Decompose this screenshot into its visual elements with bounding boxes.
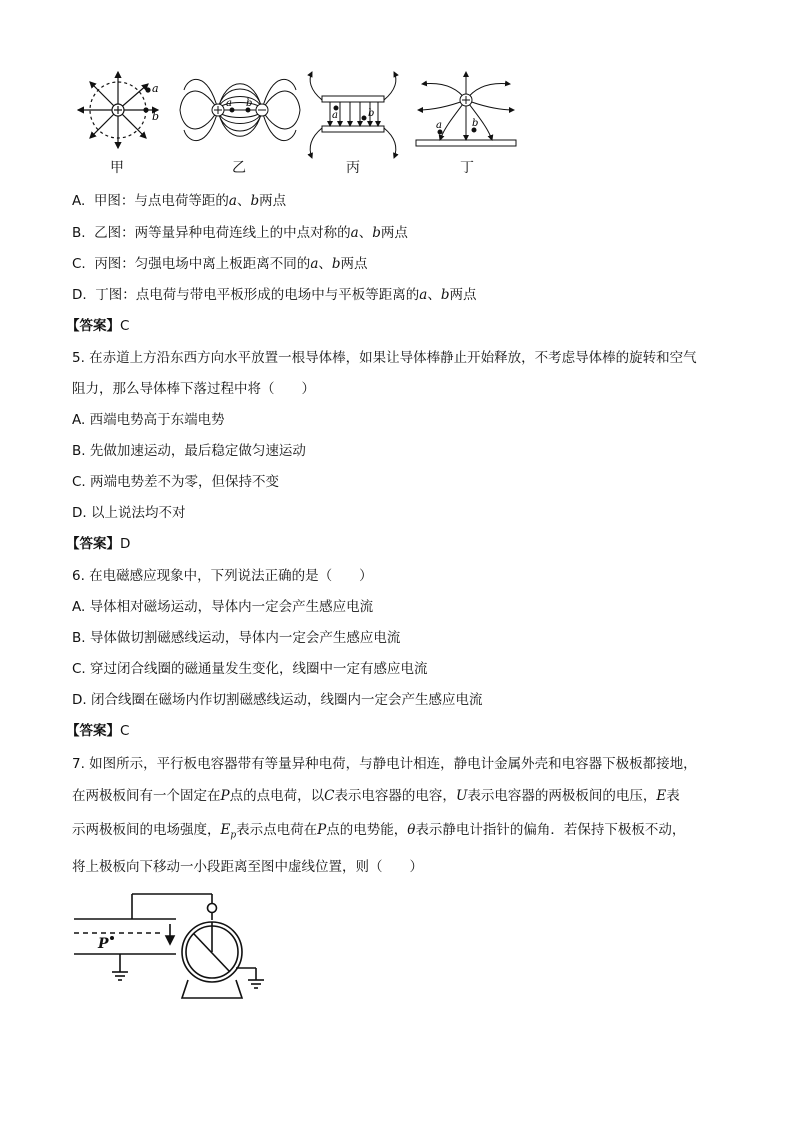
fig-caption-bing: 丙 — [346, 160, 360, 176]
q4-option-c: C. 丙图：匀强电场中离上板距离不同的a、b两点 — [72, 256, 368, 272]
q6-option-d: D. 闭合线圈在磁场内作切割磁感线运动，线圈内一定会产生感应电流 — [72, 692, 483, 708]
fig-ding-b-label: b — [472, 118, 479, 129]
q4-option-d: D. 丁图：点电荷与带电平板形成的电场中与平板等距离的a、b两点 — [72, 287, 477, 303]
q6-option-c: C. 穿过闭合线圈的磁通量发生变化，线圈中一定有感应电流 — [72, 661, 428, 677]
figure-jia — [78, 72, 158, 148]
point-p-label: P — [98, 936, 109, 952]
q6-stem: 6. 在电磁感应现象中，下列说法正确的是（ ） — [72, 568, 373, 584]
q5-option-d: D. 以上说法均不对 — [72, 505, 186, 521]
q5-stem-line2: 阻力，那么导体棒下落过程中将（ ） — [72, 381, 315, 397]
fig-bing-a-label: a — [332, 110, 338, 121]
field-lines-figures — [60, 70, 530, 180]
fig-yi-a-label: a — [226, 98, 232, 109]
q4-option-a: A. 甲图：与点电荷等距的a、b两点 — [72, 193, 287, 209]
capacitor-electrometer-figure — [70, 888, 270, 1003]
q7-stem-line1: 7. 如图所示，平行板电容器带有等量异种电荷，与静电计相连，静电计金属外壳和电容器下极板都接地， — [72, 756, 697, 772]
q7-stem-line4: 将上极板向下移动一小段距离至图中虚线位置，则（ ） — [72, 859, 423, 875]
q6-option-a: A. 导体相对磁场运动，导体内一定会产生感应电流 — [72, 599, 374, 615]
fig-jia-a-label: a — [152, 82, 159, 95]
q4-option-b: B. 乙图：两等量异种电荷连线上的中点对称的a、b两点 — [72, 225, 408, 241]
q5-option-c: C. 两端电势差不为零，但保持不变 — [72, 474, 280, 490]
fig-yi-b-label: b — [246, 98, 253, 109]
q4-answer: 【答案】C — [66, 318, 130, 334]
q6-answer: 【答案】C — [66, 723, 130, 739]
q5-option-b: B. 先做加速运动，最后稳定做匀速运动 — [72, 443, 306, 459]
q5-stem-line1: 5. 在赤道上方沿东西方向水平放置一根导体棒，如果让导体棒静止开始释放，不考虑导体棒的旋转和空气 — [72, 350, 697, 366]
fig-bing-b-label: b — [368, 108, 375, 119]
figure-bing — [310, 72, 396, 158]
figure-ding — [416, 72, 516, 146]
figure-yi — [180, 79, 300, 140]
q6-option-b: B. 导体做切割磁感线运动，导体内一定会产生感应电流 — [72, 630, 401, 646]
q5-option-a: A. 西端电势高于东端电势 — [72, 412, 225, 428]
q7-stem-line3: 示两极板间的电场强度，$E_p$表示点电荷在P点的电势能，θ表示静电计指针的偏角．若保持下极板不动， — [72, 822, 686, 841]
fig-ding-a-label: a — [436, 120, 442, 131]
q5-answer: 【答案】D — [66, 536, 131, 552]
fig-caption-ding: 丁 — [460, 160, 474, 176]
fig-jia-b-label: b — [152, 110, 160, 123]
q7-stem-line2: 在两极板间有一个固定在P点的点电荷，以C表示电容器的电容，U表示电容器的两极板间的电压，E表 — [72, 788, 680, 804]
fig-caption-jia: 甲 — [110, 160, 124, 176]
fig-caption-yi: 乙 — [232, 160, 246, 176]
